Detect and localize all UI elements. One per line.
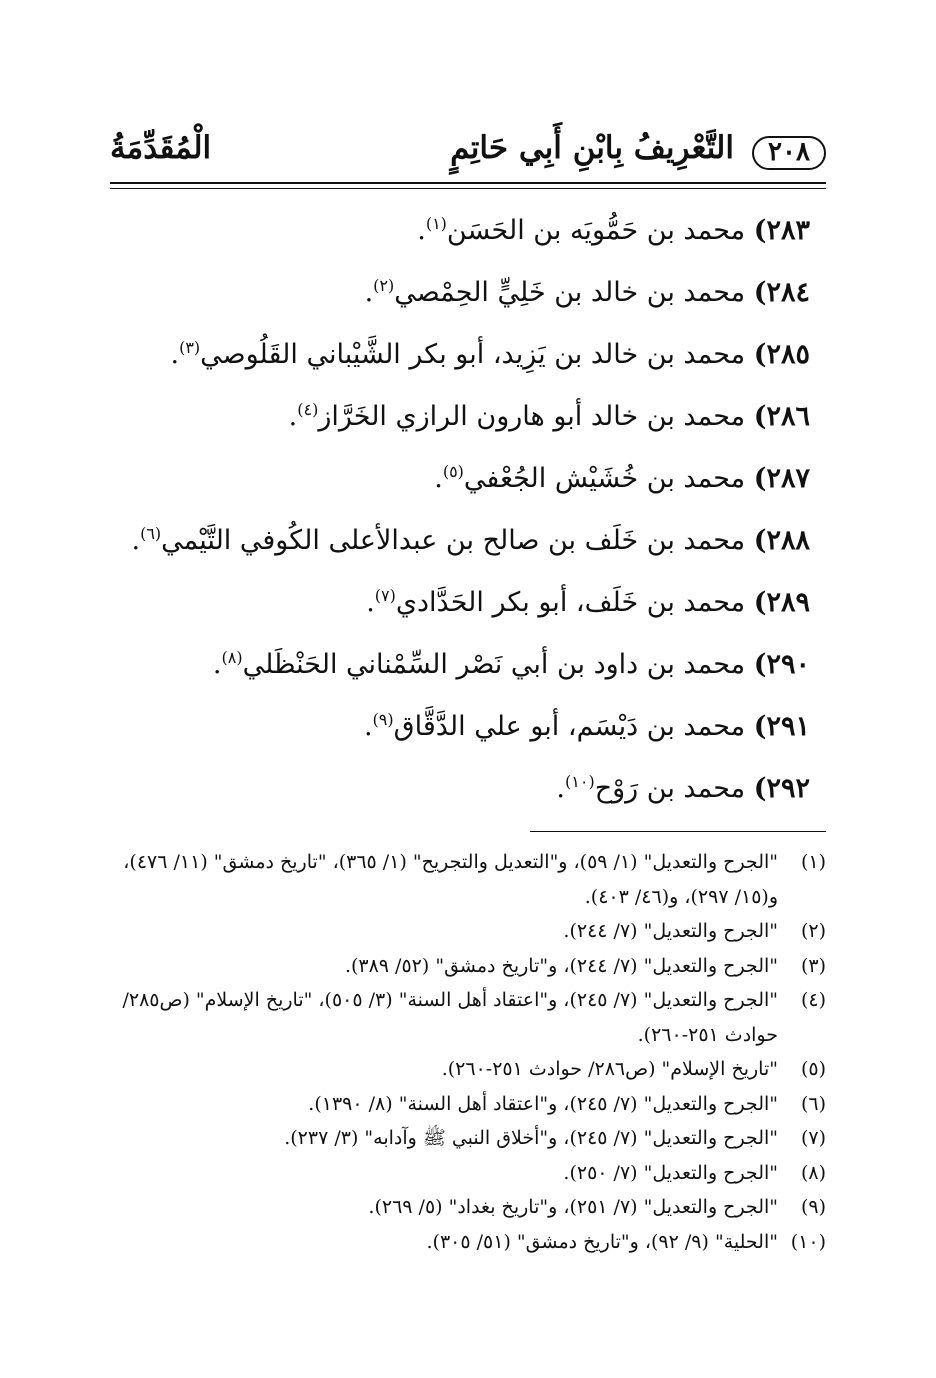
- footnote-number: (٩): [800, 1196, 826, 1218]
- footnote-text: "الجرح والتعديل" (٧/ ٢٥١)، و"تاريخ بغداد" (٥/ ٢٦٩).: [368, 1196, 778, 1218]
- entry-292: [110, 758, 810, 820]
- entry-289: [110, 572, 810, 634]
- section-title: الْمُقَدِّمَةُ: [110, 130, 212, 166]
- footnote-number: (٤): [800, 989, 826, 1011]
- entry-number: ٢٩٢): [753, 773, 810, 804]
- footnote-text: "الجرح والتعديل" (٧/ ٢٥٠).: [563, 1161, 778, 1184]
- footnote-text: "الجرح والتعديل" (٧/ ٢٤٤).: [563, 920, 778, 942]
- footnote-6: [110, 1087, 826, 1122]
- footnote-text: "تاريخ الإسلام" (ص٢٨٦/ حوادث ٢٥١-٢٦٠).: [441, 1058, 778, 1080]
- footnote-number: (١٠): [790, 1230, 826, 1253]
- entry-287: [110, 448, 810, 510]
- entry-text: محمد بن داود بن أبي نَصْر السِّمْناني الحَنْظَلي: [242, 649, 746, 680]
- footnote-ref[interactable]: (٢): [373, 276, 395, 295]
- entry-number: ٢٨٥): [753, 339, 810, 370]
- entry-end: .: [363, 711, 373, 742]
- entry-number: ٢٨٣): [753, 215, 810, 246]
- entry-end: .: [417, 215, 426, 246]
- footnote-10: [110, 1225, 826, 1260]
- footnote-2: [110, 914, 826, 949]
- entry-283: [110, 200, 810, 262]
- entry-text: محمد بن دَيْسَم، أبو علي الدَّقَّاق: [393, 711, 746, 742]
- footnote-number: (٦): [800, 1092, 826, 1115]
- entry-number: ٢٩٠): [753, 649, 810, 680]
- page-number: ٢٠٨: [752, 136, 826, 170]
- footnote-9: [110, 1190, 826, 1225]
- footnote-ref[interactable]: (٥): [442, 462, 464, 481]
- footnote-separator: [530, 831, 826, 832]
- footnote-4: [110, 983, 826, 1052]
- entry-end: .: [556, 773, 565, 804]
- entry-text: محمد بن خُشَيْش الجُعْفي: [463, 463, 746, 494]
- header-rule-thin: [110, 188, 826, 189]
- entry-284: [110, 262, 810, 324]
- footnote-5: [110, 1052, 826, 1087]
- entry-end: .: [366, 587, 375, 618]
- footnote-text: "الجرح والتعديل" (١/ ٥٩)، و"التعديل والتجريح" (١/ ٣٦٥)، "تاريخ دمشق" (١١/ ٤٧٦)، و(١٥/ ٢٩٧)، و(٤٦/ ٤٠٣).: [123, 851, 778, 908]
- entry-text: محمد بن خالد بن يَزِيد، أبو بكر الشَّيْباني القَلُوصي: [200, 339, 746, 370]
- entry-number: ٢٩١): [753, 711, 810, 742]
- entry-286: [110, 386, 810, 448]
- entry-end: .: [434, 463, 443, 494]
- entry-number: ٢٨٧): [753, 463, 810, 494]
- footnote-1: [110, 845, 826, 914]
- entry-text: محمد بن رَوْح: [594, 773, 746, 804]
- footnote-list: [110, 845, 826, 1259]
- entry-end: .: [212, 649, 222, 680]
- footnote-number: (٢): [800, 920, 826, 942]
- entry-end: .: [288, 401, 298, 432]
- page-header: [110, 128, 826, 180]
- footnote-7: [110, 1121, 826, 1156]
- footnote-number: (٣): [800, 954, 826, 977]
- entry-end: .: [131, 525, 141, 556]
- entry-end: .: [364, 277, 374, 308]
- footnote-ref[interactable]: (٣): [179, 338, 201, 357]
- footnote-ref[interactable]: (٦): [140, 524, 162, 543]
- footnote-number: (٥): [800, 1058, 826, 1080]
- entry-text: محمد بن خَلَف، أبو بكر الحَدَّادي: [395, 587, 746, 618]
- footnote-text: "الحلية" (٩/ ٩٢)، و"تاريخ دمشق" (٥١/ ٣٠٥).: [426, 1230, 778, 1253]
- footnote-3: [110, 949, 826, 984]
- footnote-ref[interactable]: (٧): [374, 586, 396, 605]
- footnote-ref[interactable]: (١٠): [565, 772, 595, 791]
- book-title: التَّعْرِيفُ بِابْنِ أَبِي حَاتِمٍ: [450, 130, 734, 166]
- footnote-8: [110, 1156, 826, 1191]
- entry-text: محمد بن خالد بن خَلِيٍّ الحِمْصي: [394, 277, 746, 308]
- footnote-number: (٧): [800, 1127, 826, 1149]
- entry-number: ٢٨٨): [753, 525, 810, 556]
- footnote-text: "الجرح والتعديل" (٧/ ٢٤٥)، و"أخلاق النبي ﷺ وآدابه" (٣/ ٢٣٧).: [284, 1127, 778, 1149]
- footnote-ref[interactable]: (٩): [372, 710, 394, 729]
- entry-288: [110, 510, 810, 572]
- footnote-number: (٨): [800, 1161, 826, 1184]
- entry-text: محمد بن خَلَف بن صالح بن عبدالأعلى الكُوفي التَّيْمي: [161, 525, 746, 556]
- entry-list: [110, 200, 810, 820]
- header-rule: [110, 182, 826, 184]
- footnote-text: "الجرح والتعديل" (٧/ ٢٤٤)، و"تاريخ دمشق" (٥٢/ ٣٨٩).: [344, 954, 778, 977]
- footnote-ref[interactable]: (١): [425, 214, 447, 233]
- footnote-text: "الجرح والتعديل" (٧/ ٢٤٥)، و"اعتقاد أهل السنة" (٣/ ٥٠٥)، "تاريخ الإسلام" (ص٢٨٥/ حوادث ٢٥١-٢٦٠).: [122, 989, 778, 1046]
- entry-number: ٢٨٤): [753, 277, 810, 308]
- entry-end: .: [170, 339, 180, 370]
- entry-290: [110, 634, 810, 696]
- entry-text: محمد بن حَمُّويَه بن الحَسَن: [446, 215, 746, 246]
- entry-text: محمد بن خالد أبو هارون الرازي الخَرَّاز: [318, 401, 746, 432]
- entry-number: ٢٨٦): [753, 401, 810, 432]
- entry-number: ٢٨٩): [753, 587, 810, 618]
- entry-285: [110, 324, 810, 386]
- footnote-ref[interactable]: (٤): [297, 400, 319, 419]
- entry-291: [110, 696, 810, 758]
- footnote-number: (١): [800, 851, 826, 873]
- footnote-text: "الجرح والتعديل" (٧/ ٢٤٥)، و"اعتقاد أهل السنة" (٨/ ١٣٩٠).: [308, 1092, 778, 1115]
- footnote-ref[interactable]: (٨): [221, 648, 243, 667]
